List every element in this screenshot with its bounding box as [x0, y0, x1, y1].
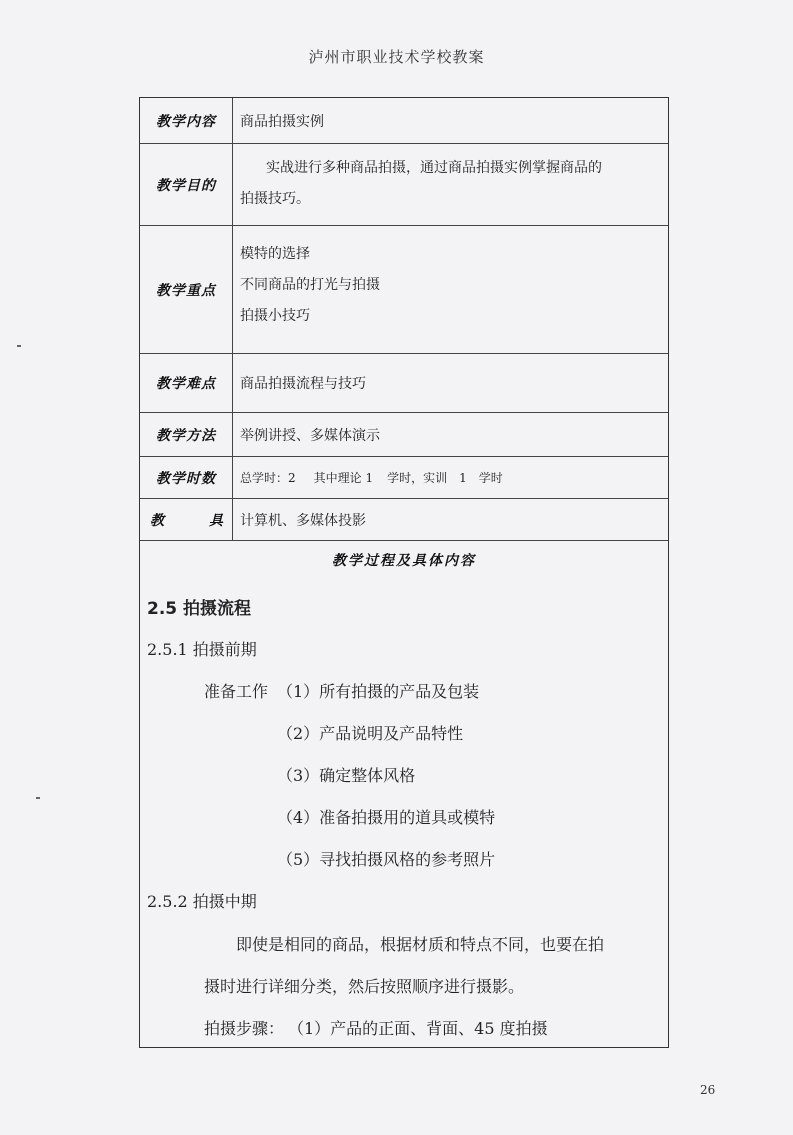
- label-methods: 教学方法: [140, 413, 233, 456]
- label-tools-a: 教: [150, 512, 165, 529]
- scan-speck: [36, 797, 40, 799]
- prep-item: （4）准备拍摄用的道具或模特: [277, 808, 496, 827]
- row-hours: [140, 457, 668, 499]
- steps-label: 拍摄步骤：: [204, 1019, 285, 1038]
- subsection-heading-1: 2.5.1 拍摄前期: [147, 640, 257, 659]
- label-tools-b: 具: [209, 512, 224, 529]
- row-key-points: [140, 226, 668, 354]
- step-item: （1）产品的正面、背面、45 度拍摄: [288, 1019, 548, 1038]
- value-tools: 计算机、多媒体投影: [240, 512, 366, 529]
- label-difficulties: 教学难点: [140, 354, 233, 412]
- objective-line-1: 实战进行多种商品拍摄，通过商品拍摄实例掌握商品的: [266, 160, 602, 176]
- row-teaching-objective: [140, 144, 668, 226]
- hours-total: 总学时：2: [240, 471, 296, 485]
- row-methods: [140, 413, 668, 457]
- value-methods: 举例讲授、多媒体演示: [240, 427, 380, 444]
- subsection-heading-2: 2.5.2 拍摄中期: [147, 892, 257, 911]
- label-teaching-content: 教学内容: [140, 98, 233, 143]
- hours-practice-unit: 学时: [478, 471, 503, 485]
- value-key-points: [240, 226, 660, 353]
- prep-label: 准备工作: [204, 682, 269, 701]
- label-hours: 教学时数: [140, 457, 233, 498]
- paragraph-line-2: 摄时进行详细分类，然后按照顺序进行摄影。: [204, 977, 525, 996]
- scan-speck: [17, 345, 21, 347]
- hours-theory-unit: 学时，实训: [387, 471, 448, 485]
- value-difficulties: 商品拍摄流程与技巧: [240, 376, 366, 392]
- page-header: 泸州市职业技术学校教案: [308, 48, 485, 66]
- label-key-points: 教学重点: [140, 226, 233, 353]
- label-teaching-objective: 教学目的: [140, 144, 233, 225]
- row-tools: [140, 499, 668, 541]
- prep-item: （1）所有拍摄的产品及包装: [277, 682, 480, 701]
- section-heading: 2.5 拍摄流程: [147, 599, 252, 619]
- lesson-plan-frame: [139, 97, 669, 1048]
- page-number: 26: [700, 1083, 716, 1097]
- hours-theory: 其中理论 1: [313, 471, 374, 485]
- value-hours: [240, 457, 660, 498]
- key-point-item: 拍摄小技巧: [240, 308, 310, 324]
- key-point-item: 模特的选择: [240, 246, 310, 262]
- hours-practice: 1: [459, 470, 467, 485]
- prep-item: （2）产品说明及产品特性: [277, 724, 464, 743]
- prep-item: （5）寻找拍摄风格的参考照片: [277, 850, 496, 869]
- prep-item: （3）确定整体风格: [277, 766, 416, 785]
- row-difficulties: [140, 354, 668, 413]
- key-point-item: 不同商品的打光与拍摄: [240, 277, 380, 293]
- paragraph-line-1: 即使是相同的商品，根据材质和特点不同，也要在拍: [236, 935, 605, 954]
- label-tools: [140, 499, 233, 540]
- row-teaching-content: [140, 98, 668, 144]
- value-teaching-content: 商品拍摄实例: [240, 113, 324, 130]
- value-teaching-objective: [240, 144, 660, 225]
- objective-line-2: 拍摄技巧。: [240, 191, 310, 207]
- process-title: 教学过程及具体内容: [332, 553, 476, 569]
